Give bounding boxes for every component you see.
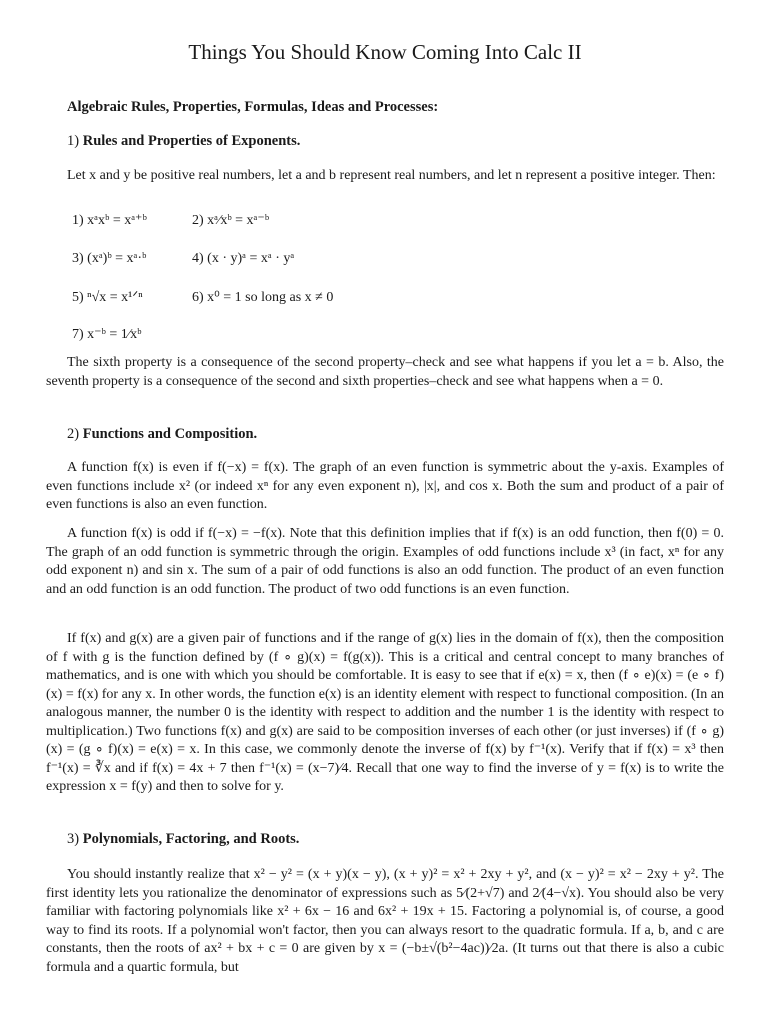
- exponent-property-7: 7) x⁻ᵇ = 1⁄xᵇ: [72, 327, 142, 342]
- exponent-property-4: 4) (x · y)ᵃ = xᵃ · yᵃ: [192, 251, 295, 266]
- section-3-paragraph: You should instantly realize that x² − y² = (x + y)(x − y), (x + y)² = x² + 2xy + y², and (x − y)² = x² − 2xy + y². The first identity lets you rationalize the denominator of expressions such as 5⁄(2+√7) and 2⁄(4−√x). You should also be very familiar with factoring polynomials like x² + 6x − 16 and 6x² + 19x + 15. Factoring a polynomial is, of course, a good way to find its roots. If a polynomial won't factor, then you can always resort to the quadratic formula. If a, b, and c are constants, then the roots of ax² + bx + c = 0 are given by x = (−b±√(b²−4ac))⁄2a. (It turns out that there is also a cubic formula and a quartic formula, but: [46, 867, 724, 975]
- section-2-title: 2) Functions and Composition.: [67, 426, 258, 442]
- page-title: Things You Should Know Coming Into Calc II: [188, 40, 582, 64]
- exponent-property-5: 5) ⁿ√x = x¹ᐟⁿ: [72, 290, 143, 305]
- section-1-note: The sixth property is a consequence of the second property–check and see what happens if you let a = b. Also, the seventh property is a consequence of the second and sixth properties–check and see what happens when a = 0.: [46, 355, 724, 389]
- exponent-property-2: 2) xᵃ⁄xᵇ = xᵃ⁻ᵇ: [192, 213, 270, 228]
- section-2-paragraph-composition: If f(x) and g(x) are a given pair of functions and if the range of g(x) lies in the domain of f(x), then the composition of f with g is the function defined by (f ∘ g)(x) = f(g(x)). This is a critical and central concept to many branches of mathematics, and is one with which you should be comfortable. It is easy to see that if e(x) = x, then (f ∘ e)(x) = (e ∘ f)(x) = f(x) for any x. In other words, the function e(x) is an identity element with respect to functional composition. (In an analogous manner, the number 0 is the identity with respect to addition and the number 1 is the identity with respect to multiplication.) Two functions f(x) and g(x) are said to be composition inverses of each other (or just inverses) if (f ∘ g)(x) = (g ∘ f)(x) = e(x) = x. In this case, we commonly denote the inverse of f(x) by f⁻¹(x). Verify that if f(x) = x³ then f⁻¹(x) = ∛x and if f(x) = 4x + 7 then f⁻¹(x) = (x−7)⁄4. Recall that one way to find the inverse of y = f(x) is to write the expression x = f(y) and then to solve for y.: [46, 631, 724, 794]
- section-heading: Algebraic Rules, Properties, Formulas, Ideas and Processes:: [67, 99, 439, 115]
- section-2-paragraph-even: A function f(x) is even if f(−x) = f(x). The graph of an even function is symmetric about the y-axis. Examples of even functions include x² (or indeed xⁿ for any even exponent n), |x|, and cos x. Both the sum and product of a pair of even functions is also an even function.: [46, 460, 724, 512]
- section-1-title: 1) Rules and Properties of Exponents.: [67, 133, 301, 149]
- section-2-paragraph-odd: A function f(x) is odd if f(−x) = −f(x). Note that this definition implies that if f(x) is an odd function, then f(0) = 0. The graph of an odd function is symmetric through the origin. Examples of odd functions include x³ (in fact, xⁿ for any odd exponent n) and sin x. The sum of a pair of odd functions is also an odd function. The product of an even function and an odd function is an odd function. The product of two odd functions is an even function.: [46, 526, 724, 597]
- section-1-intro: Let x and y be positive real numbers, let a and b represent real numbers, and let n represent a positive integer. Then:: [67, 168, 716, 183]
- section-3-title: 3) Polynomials, Factoring, and Roots.: [67, 831, 300, 847]
- exponent-property-6: 6) x⁰ = 1 so long as x ≠ 0: [192, 290, 334, 305]
- exponent-property-1: 1) xᵃxᵇ = xᵃ⁺ᵇ: [72, 213, 147, 228]
- exponent-property-3: 3) (xᵃ)ᵇ = xᵃ·ᵇ: [72, 251, 147, 266]
